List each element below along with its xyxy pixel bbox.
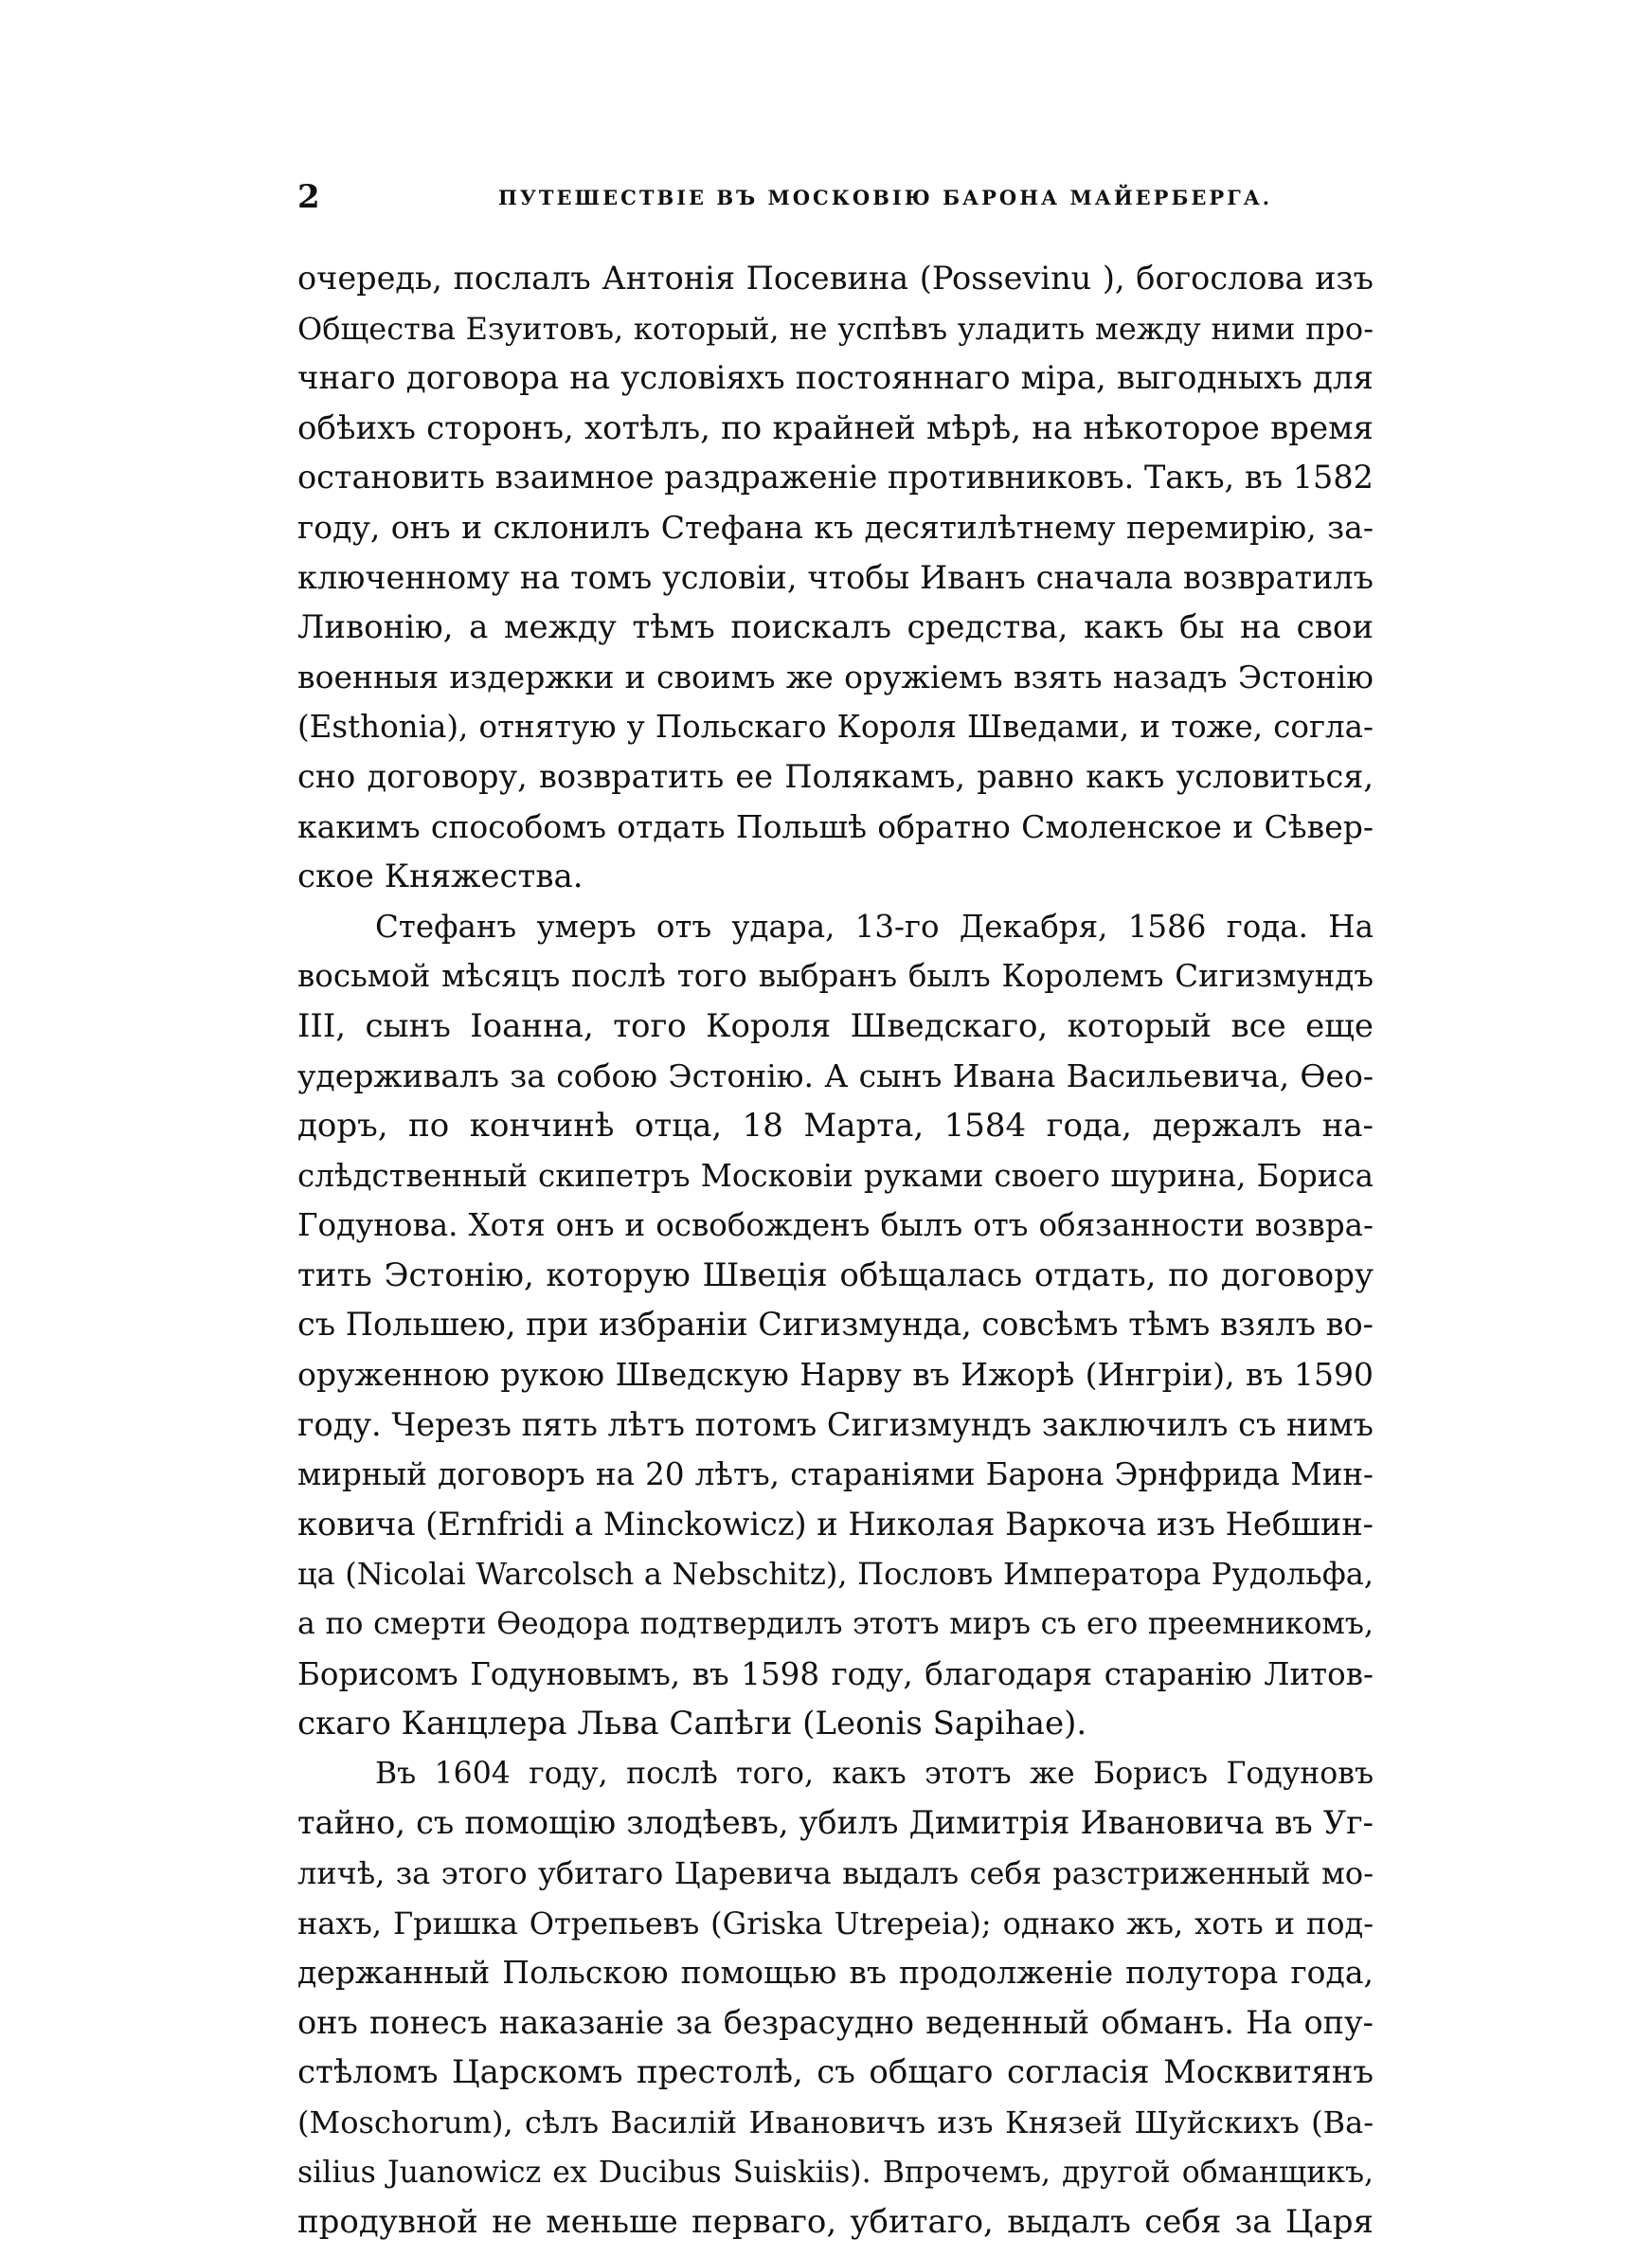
- paragraph-2: [297, 902, 1374, 1749]
- text-line: продувной не меньше перваго, убитаго, выдалъ себя за Царя: [297, 2203, 1374, 2242]
- text-line: стѣломъ Царскомъ престолѣ, съ общаго согласія Москвитянъ: [297, 2053, 1374, 2092]
- text-line: мирный договоръ на 20 лѣтъ, стараніями Барона Эрнфрида Мин-: [297, 1456, 1374, 1493]
- paragraph-3: [297, 1749, 1374, 2248]
- text-line: Общества Езуитовъ, который, не успѣвъ уладить между ними про-: [297, 310, 1374, 347]
- text-line: (Esthonia), отнятую у Польскаго Короля Шведами, и тоже, согла-: [297, 709, 1374, 746]
- text-line: остановить взаимное раздраженіе противниковъ. Такъ, въ 1582: [297, 459, 1374, 497]
- text-line: держанный Польскою помощью въ продолженіе полутора года,: [297, 1954, 1374, 1992]
- text-line: военныя издержки и своимъ же оружіемъ взять назадъ Эстонію: [297, 658, 1374, 695]
- text-line: личѣ, за этого убитаго Царевича выдалъ себя разстриженный мо-: [297, 1855, 1374, 1891]
- text-line: ключенному на томъ условіи, чтобы Иванъ сначала возвратилъ: [297, 558, 1374, 596]
- text-line: онъ понесъ наказаніе за безрасудно веденный обманъ. На опу-: [297, 2003, 1374, 2041]
- text-line: Ливонію, а между тѣмъ поискалъ средства, какъ бы на свои: [297, 608, 1374, 647]
- text-line: скаго Канцлера Льва Сапѣги (Leonis Sapihae).: [297, 1705, 1087, 1743]
- text-line: тайно, съ помощію злодѣевъ, убилъ Димитрія Ивановича въ Уг-: [297, 1804, 1374, 1842]
- text-line: обѣихъ сторонъ, хотѣлъ, по крайней мѣрѣ, на нѣкоторое время: [297, 408, 1374, 447]
- text-line: silius Juanowicz ex Ducibus Suiskiis). Впрочемъ, другой обманщикъ,: [297, 2155, 1374, 2190]
- text-line: слѣдственный скипетръ Московіи руками своего шурина, Бориса: [297, 1157, 1374, 1194]
- text-line: ца (Nicolai Warcolsch a Nebschitz), Пословъ Императора Рудольфа,: [297, 1556, 1374, 1593]
- text-line: оруженною рукою Шведскую Нарву въ Ижорѣ (Ингріи), въ 1590: [297, 1356, 1374, 1394]
- text-line: удерживалъ за собою Эстонію. А сынъ Ивана Васильевича, Ѳео-: [297, 1056, 1374, 1094]
- text-line: (Moschorum), сѣлъ Василій Ивановичъ изъ Князей Шуйскихъ (Ba-: [297, 2104, 1374, 2140]
- text-line: сно договору, возвратить ее Полякамъ, равно какъ условиться,: [297, 757, 1374, 795]
- text-line: Годунова. Хотя онъ и освобожденъ былъ отъ обязанности возвра-: [297, 1207, 1374, 1244]
- text-line: какимъ способомъ отдать Польшѣ обратно Смоленское и Сѣвер-: [297, 807, 1374, 845]
- text-line: съ Польшею, при избраніи Сигизмунда, совсѣмъ тѣмъ взялъ во-: [297, 1306, 1374, 1344]
- text-line: а по смерти Ѳеодора подтвердилъ этотъ миръ съ его преемникомъ,: [297, 1607, 1374, 1642]
- body-text: [297, 254, 1374, 2248]
- text-line: доръ, по кончинѣ отца, 18 Марта, 1584 года, держалъ на-: [297, 1107, 1374, 1146]
- text-line: Въ 1604 году, послѣ того, какъ этотъ же Борисъ Годуновъ: [375, 1756, 1374, 1791]
- text-line: ковича (Ernfridi a Minckowicz) и Николая Варкоча изъ Небшин-: [297, 1505, 1374, 1543]
- text-line: восьмой мѣсяцъ послѣ того выбранъ былъ Королемъ Сигизмундъ: [297, 958, 1374, 995]
- text-line: очередь, послалъ Антонія Посевина (Possevinu ), богослова изъ: [297, 260, 1374, 297]
- text-line: чнаго договора на условіяхъ постояннаго міра, выгодныхъ для: [297, 359, 1374, 398]
- text-line: нахъ, Гришка Отрепьевъ (Griska Utrepeia); однако жъ, хоть и под-: [297, 1905, 1374, 1941]
- paragraph-1: [297, 254, 1374, 902]
- running-title: ПУТЕШЕСТВІЕ ВЪ МОСКОВІЮ БАРОНА МАЙЕРБЕРГА.: [498, 186, 1273, 209]
- running-head: [297, 178, 1368, 216]
- text-line: тить Эстонію, которую Швеція обѣщалась отдать, по договору: [297, 1255, 1374, 1294]
- text-line: Стефанъ умеръ отъ удара, 13-го Декабря, 1586 года. На: [375, 908, 1374, 945]
- text-line: III, сынъ Іоанна, того Короля Шведскаго, который все еще: [297, 1006, 1374, 1045]
- page-number: 2: [297, 178, 320, 216]
- text-line: Борисомъ Годуновымъ, въ 1598 году, благодаря старанію Литов-: [297, 1655, 1374, 1692]
- text-line: году, онъ и склонилъ Стефана къ десятилѣтнему перемирію, за-: [297, 508, 1374, 546]
- text-line: году. Черезъ пять лѣтъ потомъ Сигизмундъ заключилъ съ нимъ: [297, 1405, 1374, 1443]
- text-line: ское Княжества.: [297, 858, 584, 896]
